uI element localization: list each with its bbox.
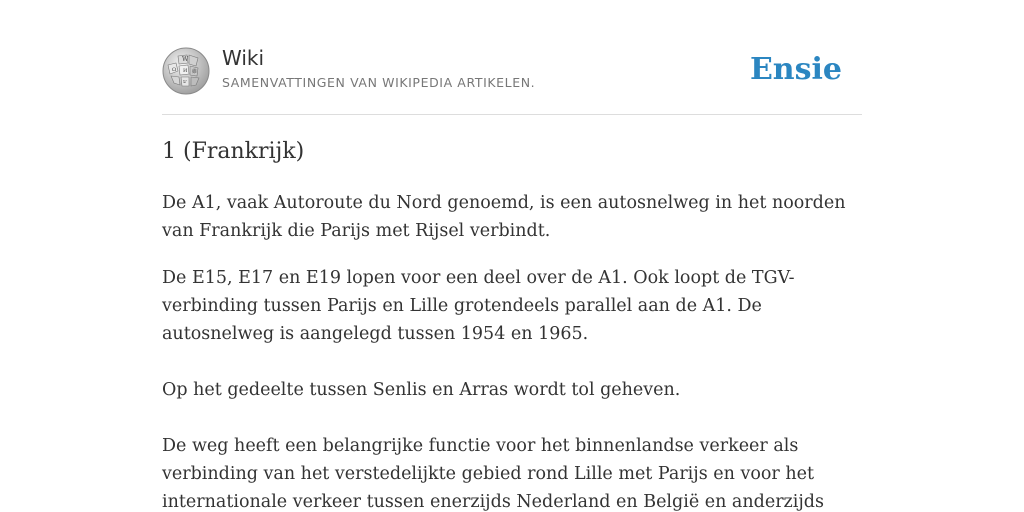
svg-text:W: W — [182, 56, 189, 63]
svg-text:維: 維 — [192, 69, 198, 75]
article-title: 1 (Frankrijk) — [162, 139, 305, 164]
site-tagline: SAMENVATTINGEN VAN WIKIPEDIA ARTIKELEN. — [222, 75, 536, 90]
svg-text:И: И — [183, 68, 188, 74]
site-name[interactable]: Wiki — [222, 46, 265, 70]
site-header — [162, 44, 862, 115]
article-content — [162, 136, 866, 512]
article-paragraph: De E15, E17 en E19 lopen voor een deel over de A1. Ook loopt de TGV-verbinding tussen Parijs en Lille grotendeels parallel aan de A1. De autosnelweg is aangelegd tussen 1954 en 1965. Op het gedeelte tussen Senlis en Arras wordt tol geheven. De weg heeft een belangrijke functie voor het binnenlandse verkeer als verbinding van het verstedelijkte gebied rond Lille met Parijs en voor het internationale verkeer tussen enerzijds Nederland en België en anderzijds — [162, 268, 824, 512]
article-paragraph: De A1, vaak Autoroute du Nord genoemd, is een autosnelweg in het noorden van Frankrijk die Parijs met Rijsel verbindt. — [162, 193, 846, 241]
wikipedia-globe-icon[interactable] — [162, 47, 210, 95]
svg-text:ש: ש — [183, 79, 187, 85]
svg-text:Ω: Ω — [172, 67, 177, 73]
ensie-brand-link[interactable]: Ensie — [749, 52, 842, 87]
